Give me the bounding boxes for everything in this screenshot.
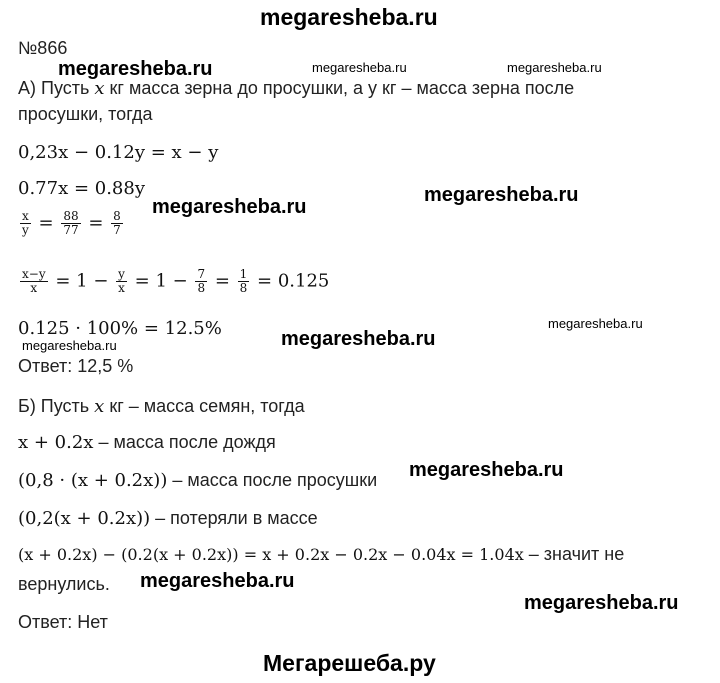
watermark: megaresheba.ru	[507, 60, 602, 75]
part-a-intro-line2: просушки, тогда	[18, 104, 153, 124]
watermark: megaresheba.ru	[281, 328, 436, 350]
part-b-line-3: (0,2(x + 0.2x)) – потеряли в массе	[18, 508, 318, 529]
footer-site-title: Мегарешеба.ру	[263, 650, 436, 676]
part-b-line-4: (x + 0.2x) − (0.2(x + 0.2x)) = x + 0.2x − 0.2x − 0.04x = 1.04x – значит не	[18, 544, 625, 564]
part-a-intro-line1: А) Пусть x кг масса зерна до просушки, а у кг – масса зерна после	[18, 78, 575, 99]
part-b-answer: Ответ: Нет	[18, 612, 108, 632]
part-b-line-5: вернулись.	[18, 574, 110, 594]
watermark: megaresheba.ru	[524, 592, 679, 614]
equation-3: $\frac{x}{y}$ = $\frac{88}{77}$ = $\frac{8}{7}$	[22, 209, 121, 237]
part-b-line-2: (0,8 · (x + 0.2x)) – масса после просушки	[18, 470, 378, 491]
equation-1: 0,23x − 0.12y = x − y	[18, 142, 219, 163]
part-b-intro: Б) Пусть x кг – масса семян, тогда	[18, 396, 305, 417]
watermark: megaresheba.ru	[409, 459, 564, 481]
part-a-answer: Ответ: 12,5 %	[18, 356, 134, 376]
equation-5: 0.125 · 100% = 12.5%	[18, 318, 222, 339]
watermark: megaresheba.ru	[424, 184, 579, 206]
header-site-title: megaresheba.ru	[260, 4, 438, 30]
watermark: megaresheba.ru	[22, 338, 117, 353]
equation-4: $\frac{x-y}{x}$ = 1 − $\frac{y}{x}$ = 1 − $\frac{7}{8}$ = $\frac{1}{8}$ = 0.125	[22, 267, 330, 295]
watermark: megaresheba.ru	[548, 316, 643, 331]
watermark: megaresheba.ru	[140, 570, 295, 592]
equation-2: 0.77x = 0.88y	[18, 178, 146, 199]
watermark: megaresheba.ru	[58, 58, 213, 80]
task-number: №866	[18, 38, 68, 58]
watermark: megaresheba.ru	[312, 60, 407, 75]
part-b-line-1: x + 0.2x – масса после дождя	[18, 432, 276, 453]
watermark: megaresheba.ru	[152, 196, 307, 218]
